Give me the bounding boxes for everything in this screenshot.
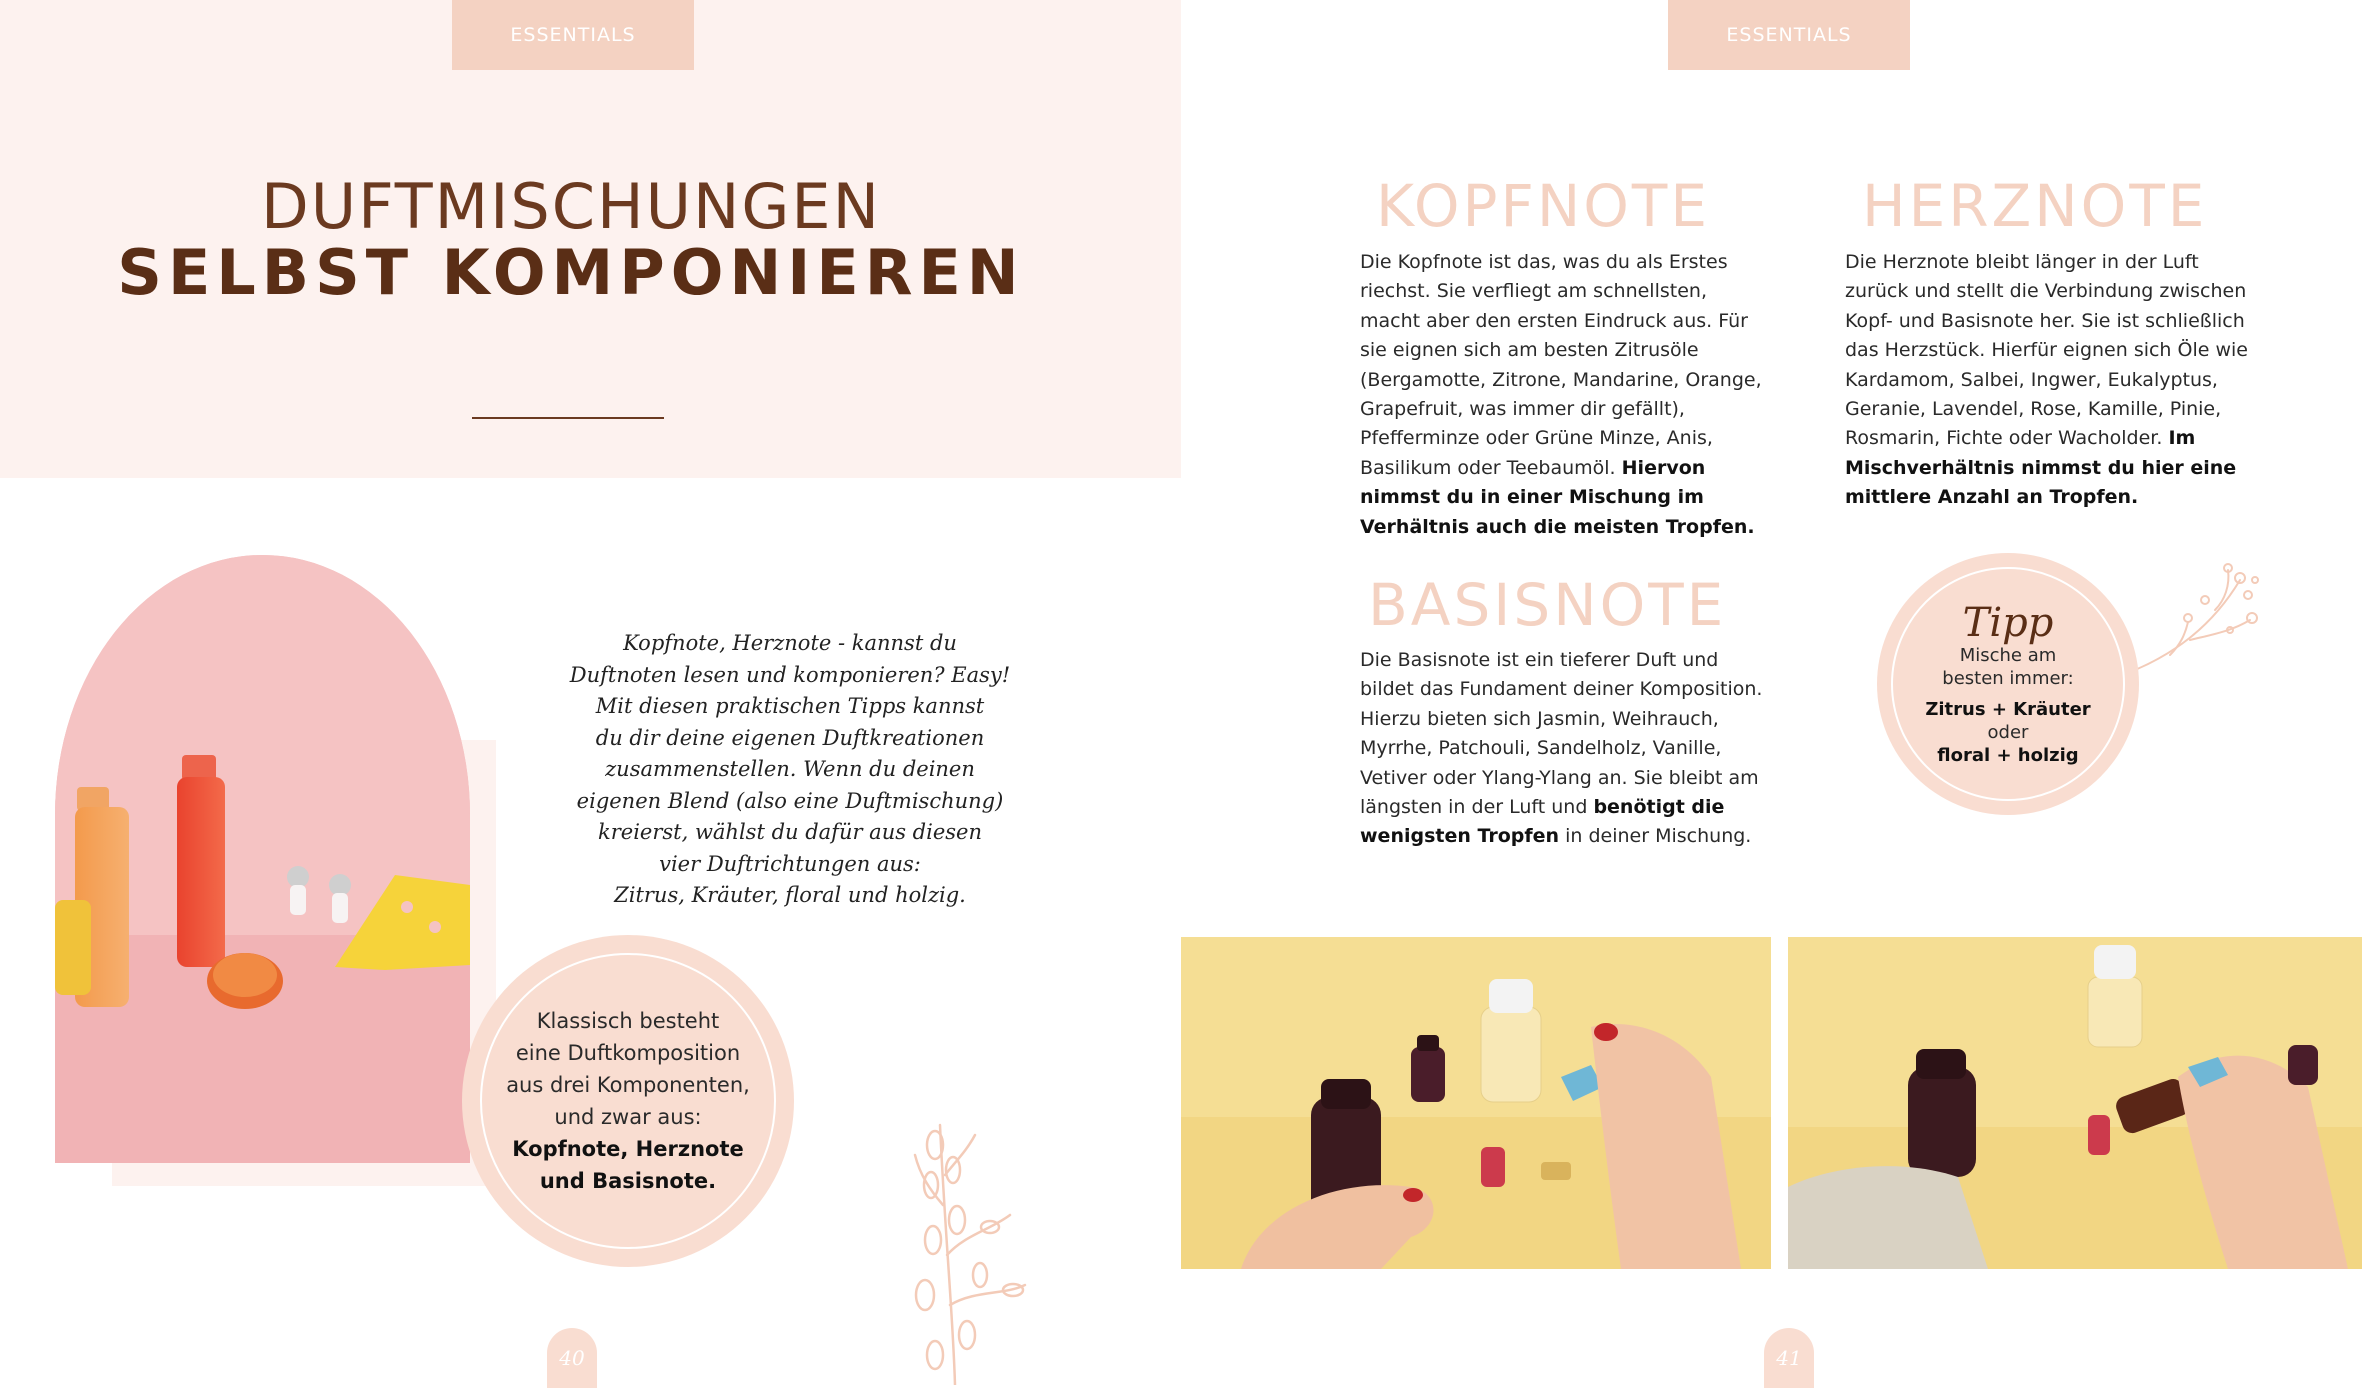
circle-line: aus drei Komponenten, [506, 1073, 750, 1097]
kopfnote-text [1360, 248, 1768, 542]
intro-line: vier Duftrichtungen aus: [659, 851, 921, 876]
kopfnote-body: Die Kopfnote ist das, was du als Erstes riechst. Sie verfliegt am schnellsten, macht aber den ersten Eindruck aus. Für sie eignen sich am besten Zitrusöle (Bergamotte, Zitrone, Mandarine, Orange, Grapefruit, was immer dir gefällt), Pfefferminze oder Grüne Minze, Anis, Basilikum oder Teebaumöl. [1360, 251, 1762, 479]
circle-bold-line: Kopfnote, Herznote [512, 1137, 744, 1161]
components-circle-text [506, 1005, 750, 1197]
mixing-illustration-1 [1181, 937, 1771, 1269]
intro-line: eigenen Blend (also eine Duftmischung) [576, 788, 1004, 813]
page-number-left: 40 [547, 1328, 597, 1388]
tipp-bold: Zitrus + Kräuter [1925, 698, 2091, 720]
intro-line: zusammenstellen. Wenn du deinen [605, 757, 975, 781]
intro-line: du dir deine eigenen Duftkreationen [595, 725, 985, 750]
components-circle [462, 935, 794, 1267]
gypsophila-illustration [2130, 560, 2260, 680]
basisnote-bold: benötigt die wenigsten Tropfen [1360, 796, 1725, 848]
herznote-body: Die Herznote bleibt länger in der Luft zurück und stellt die Verbindung zwischen Kopf- und Basisnote her. Sie ist schließlich das Herzstück. Hierfür eignen sich Öle wie Kardamom, Salbei, Ingwer, Eukalyptus, Geranie, Lavendel, Rose, Kamille, Pinie, Rosmarin, Fichte oder Wacholder. [1845, 251, 2248, 450]
roller-bottles-photo [55, 555, 470, 1163]
basisnote-text [1360, 646, 1770, 852]
intro-line: Zitrus, Kräuter, floral und holzig. [614, 883, 966, 907]
circle-bold-line: und Basisnote. [539, 1169, 717, 1193]
basisnote-body-end: in deiner Mischung. [1565, 825, 1752, 848]
basisnote-body: Die Basisnote ist ein tieferer Duft und bildet das Fundament deiner Komposition. Hierzu bieten sich Jasmin, Weihrauch, Myrrhe, Patchouli, Sandelholz, Vanille, Vetiver oder Ylang-Ylang an. Sie bleibt am längsten in der Luft und [1360, 649, 1763, 819]
page-title-line1: DUFTMISCHUNGEN [261, 170, 881, 243]
title-divider [472, 417, 664, 419]
essentials-tag-left: ESSENTIALS [452, 0, 694, 70]
herznote-heading: HERZNOTE [1862, 172, 2208, 240]
page-title-line2: SELBST KOMPONIEREN [117, 236, 1025, 309]
intro-text [560, 628, 1020, 912]
mixing-photo-1 [1181, 937, 1771, 1269]
intro-line: Kopfnote, Herznote - kannst du [623, 631, 957, 655]
mixing-illustration-2 [1788, 937, 2362, 1269]
kopfnote-bold: Hiervon nimmst du in einer Mischung im Verhältnis auch die meisten Tropfen. [1360, 456, 1755, 538]
page-number-right: 41 [1764, 1328, 1814, 1388]
intro-line: kreierst, wählst du dafür aus diesen [598, 820, 982, 844]
herznote-text [1845, 248, 2263, 513]
intro-line: Duftnoten lesen und komponieren? Easy! [569, 662, 1011, 687]
tipp-bold: floral + holzig [1937, 744, 2079, 766]
tipp-content [1925, 599, 2091, 767]
kopfnote-heading: KOPFNOTE [1376, 172, 1710, 240]
tipp-line: oder [1987, 721, 2029, 743]
essentials-tag-right: ESSENTIALS [1668, 0, 1910, 70]
tipp-line: Mische am [1959, 644, 2057, 666]
circle-line: Klassisch besteht [536, 1009, 720, 1033]
circle-line: eine Duftkomposition [515, 1041, 741, 1065]
intro-line: Mit diesen praktischen Tipps kannst [595, 694, 985, 718]
herznote-bold: Im Mischverhältnis nimmst du hier eine mittlere Anzahl an Tropfen. [1845, 427, 2237, 509]
tipp-line: besten immer: [1942, 667, 2074, 689]
herb-sprig-illustration [895, 1115, 1035, 1385]
roller-bottles-illustration [55, 555, 470, 1163]
tipp-circle [1877, 553, 2139, 815]
mixing-photo-2 [1788, 937, 2362, 1269]
circle-line: und zwar aus: [554, 1105, 702, 1129]
tipp-title: Tipp [1962, 599, 2054, 646]
basisnote-heading: BASISNOTE [1368, 571, 1727, 639]
